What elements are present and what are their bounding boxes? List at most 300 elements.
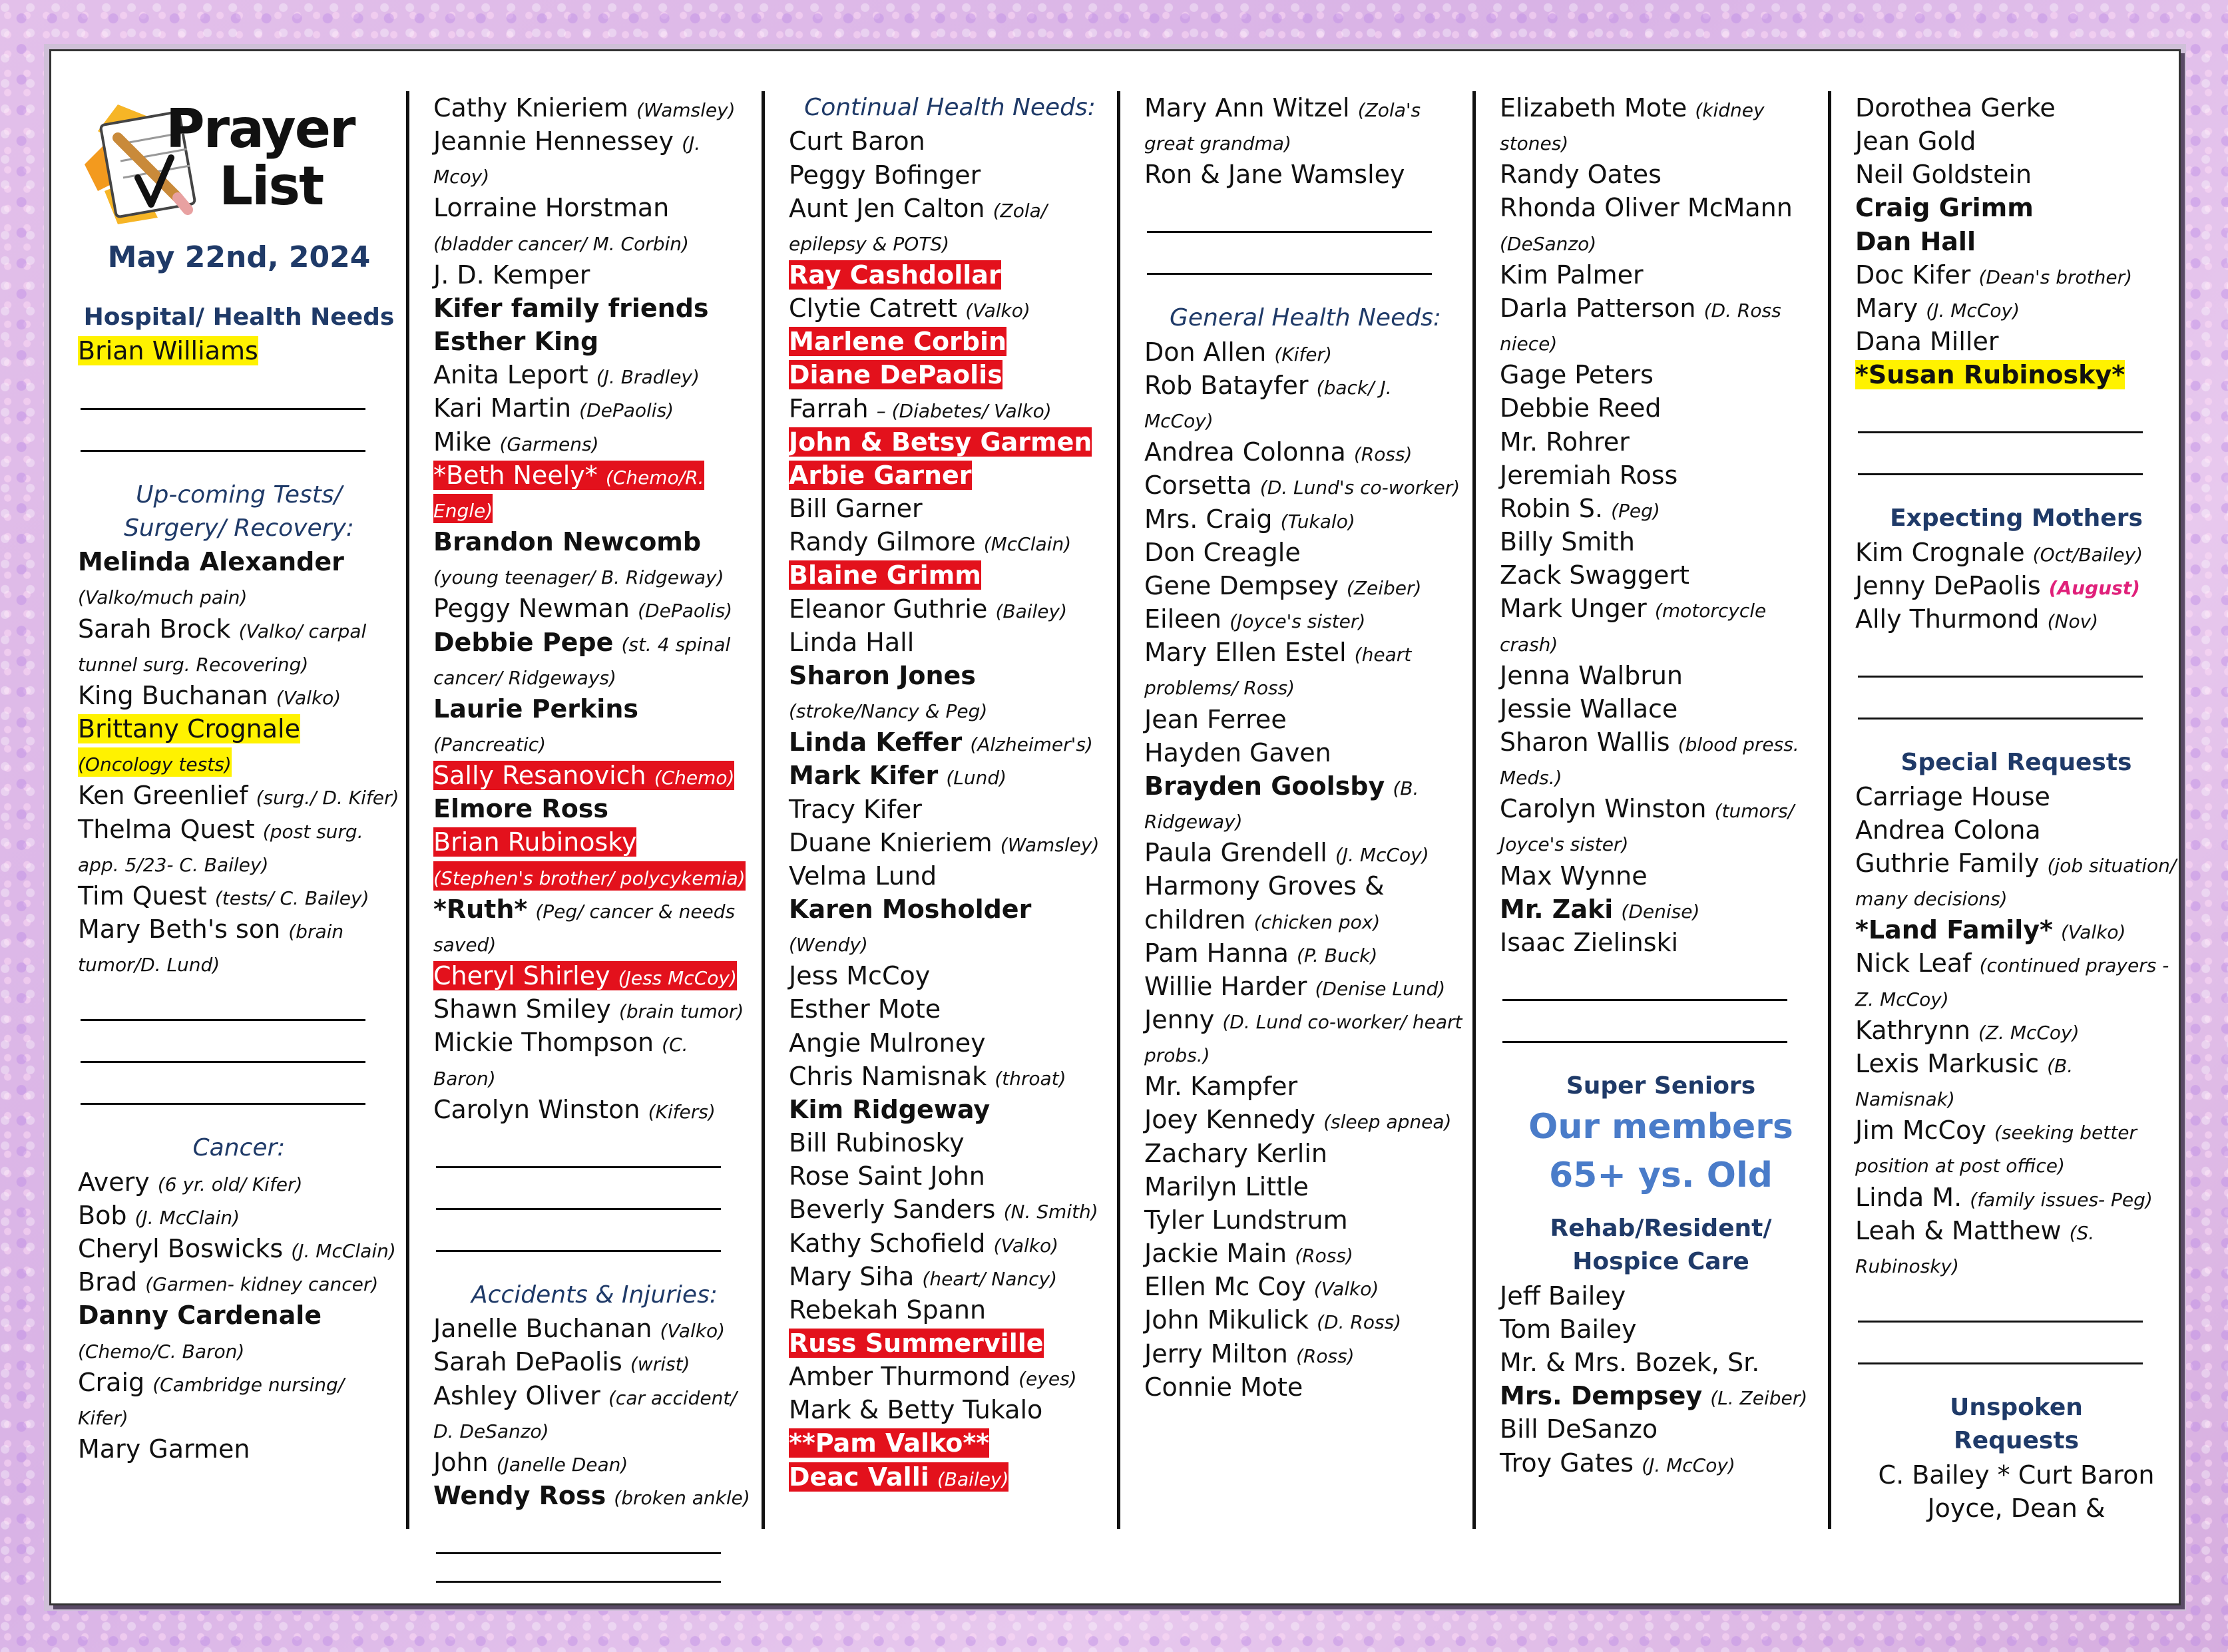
column-6 [1855, 91, 2177, 1575]
entry-highlight [433, 1381, 737, 1444]
entry-highlight [1144, 160, 1405, 189]
entry-highlight [789, 1395, 1042, 1424]
list-item [1144, 91, 1466, 158]
entry-highlight [433, 193, 689, 256]
blank-line [81, 1021, 365, 1063]
person-name: Danny Cardenale [78, 1301, 322, 1331]
list-item [78, 879, 400, 913]
person-name: Mary Garmen [78, 1434, 250, 1464]
list-item [789, 1193, 1111, 1226]
entry-highlight [1144, 972, 1445, 1001]
person-note: (Ross) [1353, 443, 1413, 466]
person-name: Beverly Sanders [789, 1195, 996, 1225]
continual-list [789, 124, 1111, 1493]
names-list [1500, 91, 1822, 959]
person-name: Debbie Reed [1500, 393, 1662, 423]
list-item [1855, 1114, 2177, 1180]
list-item [433, 1093, 756, 1126]
person-name: Duane Knieriem [789, 827, 993, 857]
blank-line [1858, 636, 2143, 678]
list-item [789, 292, 1111, 325]
list-item [789, 1026, 1111, 1060]
person-name: Sharon Jones [789, 660, 976, 690]
list-item [789, 325, 1111, 358]
entry-highlight [78, 336, 258, 365]
names-list [433, 91, 756, 1126]
person-note: (DePaolis) [638, 600, 733, 622]
list-item [1500, 859, 1822, 893]
person-note: (Oncology tests) [78, 753, 232, 776]
person-note: (young teenager/ B. Ridgeway) [433, 566, 724, 589]
person-note: (kidney stones) [1500, 99, 1765, 155]
unspoken-line-2: Joyce, Dean & [1927, 1493, 2106, 1523]
person-name: Troy Gates [1500, 1448, 1634, 1478]
person-note: (brain tumor/D. Lund) [78, 921, 344, 976]
person-name: Velma Lund [789, 861, 937, 891]
person-name: Rob Batayfer [1144, 371, 1309, 401]
person-name: Mr. Rohrer [1500, 427, 1630, 457]
entry-highlight [1500, 160, 1662, 189]
unspoken-heading-line1: Unspoken [1950, 1394, 2083, 1421]
entry-highlight [1500, 393, 1661, 423]
entry-highlight [78, 714, 300, 777]
list-item [1500, 391, 1822, 425]
person-note: (bladder cancer/ M. Corbin) [433, 232, 689, 255]
person-name: Karen Mosholder [789, 894, 1032, 924]
person-name: Paula Grendell [1144, 838, 1327, 868]
person-name: Jackie Main [1144, 1239, 1287, 1269]
list-item [1500, 893, 1822, 926]
list-item [1500, 1346, 1822, 1379]
blank-line [81, 410, 365, 452]
list-item [78, 712, 400, 779]
list-item [433, 1312, 756, 1345]
person-name: Joey Kennedy [1144, 1105, 1315, 1135]
list-item [78, 1299, 400, 1365]
entry-highlight [1855, 126, 1976, 156]
entry-highlight [789, 994, 941, 1024]
person-name: Avery [78, 1167, 150, 1197]
person-name: Billy Smith [1500, 527, 1635, 557]
list-item [1855, 158, 2177, 191]
entry-highlight [1500, 1381, 1807, 1410]
list-item [78, 334, 400, 367]
person-name: John & Betsy Garmen [789, 427, 1092, 457]
entry-highlight [1144, 705, 1287, 734]
person-name: Brittany Crognale [78, 714, 300, 744]
person-name: Gage Peters [1500, 360, 1654, 390]
list-item [433, 759, 756, 792]
entry-highlight [1500, 727, 1799, 790]
person-name: Bob [78, 1200, 127, 1230]
list-item [1855, 258, 2177, 292]
person-name: Diane DePaolis [789, 360, 1003, 390]
entry-highlight [789, 260, 1001, 290]
list-item [789, 1426, 1111, 1460]
person-note: (Valko) [993, 1234, 1059, 1257]
person-note: (Garmen- kidney cancer) [145, 1273, 379, 1296]
logo-text-list: List [219, 155, 324, 217]
entry-highlight [433, 994, 744, 1024]
seniors-heading: Super Seniors [1566, 1072, 1756, 1100]
person-name: Kim Crognale [1855, 537, 2025, 567]
entry-highlight [1144, 938, 1377, 968]
list-item [1500, 525, 1822, 558]
person-name: Ally Thurmond [1855, 604, 2040, 634]
hospital-heading: Hospital/ Health Needs [83, 304, 395, 331]
person-name: *Susan Rubinosky* [1855, 360, 2125, 390]
list-item [789, 525, 1111, 558]
entry-highlight [1855, 227, 1976, 256]
person-name: Carolyn Winston [1500, 794, 1707, 824]
person-note: (J. McCoy) [1335, 844, 1429, 867]
list-item [789, 859, 1111, 893]
entry-highlight [1144, 437, 1412, 467]
person-name: Jeff Bailey [1500, 1281, 1626, 1311]
person-note: (Stephen's brother/ polycykemia) [433, 867, 746, 889]
list-item [1144, 469, 1466, 502]
person-name: Doc Kifer [1855, 260, 1971, 290]
person-name: Elizabeth Mote [1500, 93, 1687, 122]
person-note: (N. Smith) [1003, 1201, 1098, 1223]
entry-highlight [433, 294, 709, 323]
entry-highlight [433, 761, 734, 790]
person-name: Esther King [433, 327, 599, 357]
list-item [433, 358, 756, 391]
person-name: Mary Siha [789, 1261, 915, 1291]
list-item [1855, 602, 2177, 636]
person-name: Lorraine Horstman [433, 193, 670, 223]
person-note: (motorcycle crash) [1500, 600, 1767, 656]
person-note: (J. Bradley) [596, 366, 700, 389]
entry-highlight [1500, 93, 1765, 156]
person-note: (Valko) [276, 686, 341, 709]
person-name: Jeremiah Ross [1500, 460, 1678, 490]
person-note: (Valko/ carpal tunnel surg. Recovering) [78, 620, 367, 676]
list-item [1144, 602, 1466, 636]
blank-line [81, 368, 365, 410]
entry-highlight [789, 160, 981, 190]
person-note: (Bailey) [937, 1468, 1009, 1490]
person-name: Bill Garner [789, 494, 923, 524]
list-item [1855, 813, 2177, 847]
person-name: Jenny DePaolis [1855, 570, 2041, 600]
person-name: Dan Hall [1855, 226, 1976, 256]
person-note: (P. Buck) [1297, 944, 1378, 966]
column-5 [1500, 91, 1822, 1575]
list-item [789, 425, 1111, 459]
entry-highlight [433, 461, 704, 523]
person-note: (Peg/ cancer & needs saved) [433, 900, 736, 956]
entry-highlight [1855, 93, 2056, 122]
accidents-list [433, 1312, 756, 1512]
person-name: Tim Quest [78, 881, 207, 911]
entry-highlight [789, 1128, 965, 1157]
person-name: Angie Mulroney [789, 1028, 986, 1058]
column-4 [1144, 91, 1466, 1575]
list-item [1855, 536, 2177, 569]
list-item [1500, 492, 1822, 525]
entry-highlight [1144, 1239, 1353, 1268]
blank-line [1502, 959, 1787, 1001]
entry-highlight [1855, 604, 2098, 634]
tests-heading-line2: Surgery/ Recovery: [124, 514, 354, 542]
continual-heading: Continual Health Needs: [804, 94, 1096, 121]
person-note: (car accident/ D. DeSanzo) [433, 1386, 737, 1442]
person-name: Darla Patterson [1500, 293, 1696, 323]
names-list [1144, 91, 1466, 191]
list-item [78, 679, 400, 712]
list-item [433, 992, 756, 1026]
list-item [1144, 736, 1466, 769]
entry-highlight [1500, 861, 1648, 891]
list-item [1855, 946, 2177, 1013]
list-item [1144, 503, 1466, 536]
list-item [78, 813, 400, 879]
person-note: (Lund) [946, 767, 1007, 789]
list-item [1500, 1446, 1822, 1480]
entry-highlight [789, 1195, 1098, 1224]
person-note: (job situation/ many decisions) [1855, 854, 2177, 911]
entry-highlight [1500, 427, 1630, 457]
list-item [1144, 970, 1466, 1003]
person-name: Kim Ridgeway [789, 1094, 991, 1124]
person-name: Amber Thurmond [789, 1362, 1011, 1392]
person-name: Chris Namisnak [789, 1061, 987, 1091]
entry-highlight [433, 628, 730, 690]
list-item [789, 1093, 1111, 1126]
person-note: (B. Namisnak) [1855, 1054, 2074, 1111]
list-item [1500, 258, 1822, 292]
entry-highlight [433, 961, 737, 990]
list-item [1855, 1014, 2177, 1047]
list-item [78, 1432, 400, 1466]
list-item [789, 959, 1111, 992]
entry-highlight [78, 1301, 322, 1363]
entry-highlight [1855, 327, 1998, 356]
list-item [1855, 569, 2177, 602]
person-note: (Janelle Dean) [496, 1453, 628, 1476]
column-divider [406, 91, 409, 1529]
person-note: (tumors/ Joyce's sister) [1500, 800, 1795, 856]
person-note: (Valko) [1313, 1278, 1379, 1301]
person-note: (back/ J. McCoy) [1144, 377, 1392, 433]
entry-highlight [78, 1201, 240, 1230]
list-item [1144, 1203, 1466, 1237]
entry-highlight [1144, 1305, 1401, 1335]
blank-line [1858, 1323, 2143, 1364]
list-item [433, 1479, 756, 1512]
person-name: Laurie Perkins [433, 694, 639, 723]
entry-highlight [1144, 93, 1421, 156]
column-divider [1117, 91, 1120, 1529]
rehab-list [1500, 1279, 1822, 1480]
list-item [433, 1026, 756, 1092]
entry-highlight [789, 628, 914, 657]
person-note: (sleep apnea) [1323, 1111, 1452, 1134]
entry-highlight [789, 126, 925, 156]
person-name: Wendy Ross [433, 1481, 606, 1511]
entry-highlight [78, 1234, 396, 1263]
person-name: Sarah Brock [78, 614, 231, 644]
entry-highlight [78, 815, 363, 877]
person-name: Leah & Matthew [1855, 1215, 2062, 1245]
list-item [789, 158, 1111, 192]
entry-highlight [433, 1481, 750, 1510]
person-note: (family issues- Peg) [1970, 1188, 2153, 1211]
list-item [789, 893, 1111, 959]
entry-highlight [1144, 838, 1429, 867]
entry-highlight [1500, 594, 1766, 656]
person-note: (Garmens) [499, 433, 599, 455]
list-item [1855, 1047, 2177, 1114]
person-name: Mark Kifer [789, 761, 939, 791]
entry-highlight [789, 594, 1067, 624]
person-note: (J. Mcoy) [433, 132, 701, 188]
person-note: (McClain) [983, 533, 1072, 556]
list-item [1500, 425, 1822, 459]
entry-highlight [789, 294, 1030, 323]
person-note: – (Diabetes/ Valko) [876, 399, 1052, 422]
person-name: Eileen [1144, 604, 1222, 634]
entry-highlight [1144, 1372, 1303, 1402]
entry-highlight [789, 360, 1003, 389]
person-note: (Oct/Bailey) [2032, 543, 2143, 566]
person-note: (Denise) [1621, 900, 1700, 923]
blank-line [81, 979, 365, 1021]
person-name: King Buchanan [78, 680, 268, 710]
list-item [1500, 191, 1822, 258]
person-note: (Alzheimer's) [970, 733, 1093, 756]
person-note: (Kifers) [648, 1100, 716, 1123]
person-name: Gene Dempsey [1144, 570, 1339, 600]
list-item [433, 525, 756, 592]
person-name: Deac Valli [789, 1462, 929, 1492]
person-name: Hayden Gaven [1144, 737, 1331, 767]
list-item [433, 1379, 756, 1446]
entry-highlight [1855, 160, 2032, 189]
column-3 [789, 91, 1111, 1575]
list-item [78, 913, 400, 979]
list-item [1855, 780, 2177, 813]
list-item [1500, 91, 1822, 158]
list-item [433, 391, 756, 425]
special-heading: Special Requests [1900, 749, 2132, 777]
entry-highlight [1500, 260, 1644, 290]
list-item [1144, 836, 1466, 869]
person-name: Randy Gilmore [789, 527, 976, 557]
person-note: (st. 4 spinal cancer/ Ridgeways) [433, 633, 731, 689]
list-item [789, 124, 1111, 158]
entry-highlight [1500, 928, 1678, 957]
entry-highlight [1855, 915, 2125, 944]
person-name: Shawn Smiley [433, 994, 611, 1024]
person-name: John Mikulick [1144, 1305, 1309, 1335]
person-name: Neil Goldstein [1855, 160, 2032, 190]
person-note: (wrist) [630, 1353, 690, 1376]
person-note: (DePaolis) [579, 399, 674, 422]
entry-highlight [78, 915, 343, 977]
entry-highlight [1144, 1005, 1462, 1068]
list-item [1144, 1337, 1466, 1370]
person-note: (Nov) [2047, 610, 2099, 633]
list-item [789, 626, 1111, 659]
person-name: Bill Rubinosky [789, 1128, 965, 1158]
person-name: Sally Resanovich [433, 761, 646, 791]
person-note: (Valko) [2060, 921, 2126, 944]
person-name: Dorothea Gerke [1855, 93, 2056, 122]
person-name: Ashley Oliver [433, 1380, 600, 1410]
person-note: (J. McClain) [134, 1206, 240, 1229]
person-name: Kathy Schofield [789, 1228, 986, 1258]
list-item [789, 1293, 1111, 1327]
person-note: (tests/ C. Bailey) [214, 887, 369, 909]
list-item [1144, 703, 1466, 736]
person-name: Kathrynn [1855, 1015, 1970, 1045]
person-note: (6 yr. old/ Kifer) [157, 1173, 303, 1195]
entry-highlight [789, 1262, 1057, 1291]
person-note: (D. Lund's co-worker) [1259, 477, 1460, 499]
person-name: Willie Harder [1144, 971, 1307, 1001]
entry-highlight [1500, 1448, 1735, 1478]
list-item [1144, 1137, 1466, 1170]
person-name: Ray Cashdollar [789, 260, 1001, 290]
person-name: Nick Leaf [1855, 948, 1972, 978]
list-item [78, 1265, 400, 1299]
seniors-members: Our members [1528, 1107, 1793, 1147]
person-note: (surg./ D. Kifer) [256, 787, 399, 809]
list-item [789, 258, 1111, 292]
entry-highlight [789, 327, 1006, 356]
person-note: (Valko) [660, 1320, 725, 1342]
list-item [789, 192, 1111, 258]
entry-highlight [1500, 661, 1683, 690]
person-name: Andrea Colonna [1144, 437, 1346, 467]
entry-highlight [1500, 560, 1689, 590]
person-name: Connie Mote [1144, 1372, 1303, 1402]
person-name: Cathy Knieriem [433, 93, 628, 122]
list-item [78, 545, 400, 612]
person-name: Craig [78, 1367, 145, 1397]
person-note: (J. McCoy) [1642, 1454, 1735, 1476]
list-item [789, 1393, 1111, 1426]
entry-highlight [78, 547, 344, 610]
person-name: Linda Hall [789, 627, 915, 657]
list-item [433, 191, 756, 258]
person-note: (Cambridge nursing/ Kifer) [78, 1373, 345, 1429]
list-item [1855, 358, 2177, 391]
list-item [1500, 1279, 1822, 1313]
entry-highlight [1144, 738, 1331, 767]
entry-highlight [1855, 260, 2132, 290]
person-name: Cheryl Boswicks [78, 1234, 284, 1264]
entry-highlight [433, 93, 736, 122]
list-item [789, 459, 1111, 492]
list-item [1144, 869, 1466, 903]
list-item [1144, 936, 1466, 970]
person-note: (DeSanzo) [1500, 232, 1597, 255]
person-name: Sarah DePaolis [433, 1347, 622, 1377]
entry-highlight [789, 795, 922, 824]
entry-highlight [1144, 1272, 1379, 1301]
blank-line [1147, 233, 1432, 275]
entry-highlight [789, 1095, 990, 1124]
person-name: Anita Leport [433, 360, 588, 390]
person-name: Rhonda Oliver McMann [1500, 193, 1793, 223]
person-name: Brad [78, 1267, 138, 1297]
entry-highlight [433, 1347, 690, 1376]
list-item [1500, 558, 1822, 592]
